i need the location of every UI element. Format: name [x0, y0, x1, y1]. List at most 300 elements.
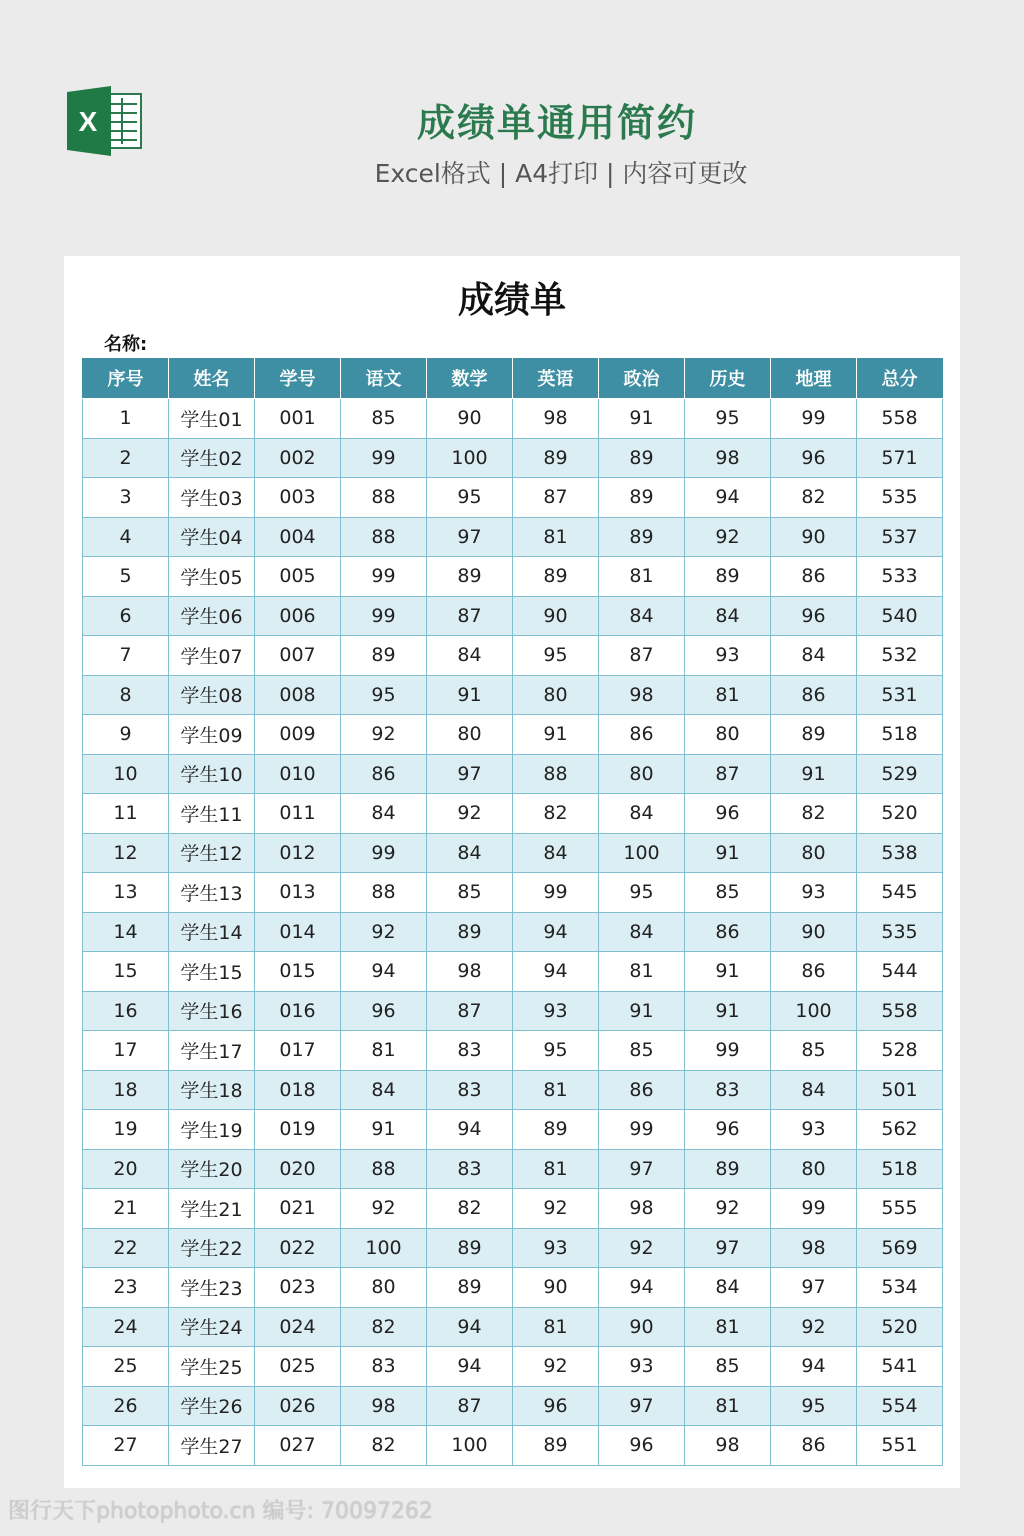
- table-cell: 27: [83, 1426, 169, 1466]
- table-cell: 85: [771, 1031, 857, 1071]
- table-cell: 551: [857, 1426, 943, 1466]
- table-cell: 学生22: [169, 1228, 255, 1268]
- table-cell: 7: [83, 636, 169, 676]
- table-cell: 97: [599, 1386, 685, 1426]
- table-row: [83, 1149, 943, 1189]
- name-label: 名称:: [104, 334, 148, 355]
- column-header: 语文: [341, 358, 427, 399]
- table-cell: 009: [255, 715, 341, 755]
- table-cell: 94: [771, 1347, 857, 1387]
- table-cell: 87: [427, 596, 513, 636]
- table-cell: 528: [857, 1031, 943, 1071]
- table-cell: 87: [685, 754, 771, 794]
- table-cell: 020: [255, 1149, 341, 1189]
- table-cell: 87: [599, 636, 685, 676]
- table-cell: 17: [83, 1031, 169, 1071]
- table-row: [83, 557, 943, 597]
- table-cell: 81: [513, 1070, 599, 1110]
- table-cell: 学生04: [169, 517, 255, 557]
- table-cell: 95: [341, 675, 427, 715]
- table-cell: 学生19: [169, 1110, 255, 1150]
- table-cell: 015: [255, 952, 341, 992]
- table-cell: 90: [599, 1307, 685, 1347]
- page-title: 成绩单通用简约: [416, 101, 697, 145]
- table-cell: 82: [513, 794, 599, 834]
- table-cell: 学生20: [169, 1149, 255, 1189]
- table-cell: 学生21: [169, 1189, 255, 1229]
- table-cell: 96: [771, 596, 857, 636]
- table-cell: 92: [341, 715, 427, 755]
- table-row: [83, 438, 943, 478]
- table-cell: 84: [513, 833, 599, 873]
- table-row: [83, 1110, 943, 1150]
- table-cell: 98: [341, 1386, 427, 1426]
- table-row: [83, 754, 943, 794]
- excel-logo-letter: X: [78, 106, 98, 137]
- table-cell: 学生14: [169, 912, 255, 952]
- table-cell: 81: [685, 1307, 771, 1347]
- table-cell: 学生09: [169, 715, 255, 755]
- table-cell: 81: [513, 1307, 599, 1347]
- table-cell: 20: [83, 1149, 169, 1189]
- table-cell: 80: [341, 1268, 427, 1308]
- table-cell: 010: [255, 754, 341, 794]
- table-cell: 531: [857, 675, 943, 715]
- table-cell: 538: [857, 833, 943, 873]
- table-cell: 91: [599, 991, 685, 1031]
- table-cell: 90: [771, 912, 857, 952]
- table-cell: 100: [771, 991, 857, 1031]
- table-cell: 94: [685, 478, 771, 518]
- table-cell: 1: [83, 399, 169, 439]
- table-cell: 94: [599, 1268, 685, 1308]
- table-cell: 94: [341, 952, 427, 992]
- table-cell: 99: [685, 1031, 771, 1071]
- table-cell: 83: [341, 1347, 427, 1387]
- table-header-row: [83, 358, 943, 399]
- table-cell: 92: [685, 1189, 771, 1229]
- table-cell: 学生27: [169, 1426, 255, 1466]
- table-cell: 011: [255, 794, 341, 834]
- table-cell: 97: [599, 1149, 685, 1189]
- table-cell: 86: [599, 715, 685, 755]
- table-row: [83, 478, 943, 518]
- table-cell: 91: [427, 675, 513, 715]
- table-cell: 89: [685, 557, 771, 597]
- table-cell: 97: [427, 517, 513, 557]
- table-cell: 89: [599, 517, 685, 557]
- table-cell: 90: [427, 399, 513, 439]
- table-cell: 100: [341, 1228, 427, 1268]
- table-cell: 25: [83, 1347, 169, 1387]
- table-cell: 92: [685, 517, 771, 557]
- table-cell: 学生02: [169, 438, 255, 478]
- table-cell: 024: [255, 1307, 341, 1347]
- table-cell: 541: [857, 1347, 943, 1387]
- table-cell: 96: [685, 1110, 771, 1150]
- table-cell: 85: [685, 873, 771, 913]
- table-cell: 81: [599, 952, 685, 992]
- table-row: [83, 675, 943, 715]
- table-cell: 533: [857, 557, 943, 597]
- table-row: [83, 1426, 943, 1466]
- table-cell: 91: [685, 833, 771, 873]
- table-cell: 82: [771, 478, 857, 518]
- table-cell: 23: [83, 1268, 169, 1308]
- table-cell: 86: [771, 675, 857, 715]
- column-header: 历史: [685, 358, 771, 399]
- table-cell: 89: [513, 1426, 599, 1466]
- table-cell: 88: [341, 1149, 427, 1189]
- table-cell: 008: [255, 675, 341, 715]
- table-cell: 89: [771, 715, 857, 755]
- table-cell: 98: [599, 1189, 685, 1229]
- table-cell: 26: [83, 1386, 169, 1426]
- table-cell: 98: [771, 1228, 857, 1268]
- table-cell: 83: [427, 1149, 513, 1189]
- table-cell: 86: [771, 952, 857, 992]
- table-cell: 96: [771, 438, 857, 478]
- table-cell: 22: [83, 1228, 169, 1268]
- table-cell: 80: [771, 833, 857, 873]
- table-cell: 520: [857, 794, 943, 834]
- table-cell: 学生10: [169, 754, 255, 794]
- table-cell: 555: [857, 1189, 943, 1229]
- table-cell: 84: [341, 794, 427, 834]
- table-row: [83, 517, 943, 557]
- table-cell: 95: [513, 1031, 599, 1071]
- table-cell: 15: [83, 952, 169, 992]
- table-cell: 24: [83, 1307, 169, 1347]
- table-cell: 88: [341, 517, 427, 557]
- table-cell: 97: [685, 1228, 771, 1268]
- table-cell: 89: [427, 557, 513, 597]
- table-cell: 97: [771, 1268, 857, 1308]
- table-cell: 99: [341, 438, 427, 478]
- table-row: [83, 991, 943, 1031]
- table-cell: 81: [513, 517, 599, 557]
- table-cell: 005: [255, 557, 341, 597]
- table-cell: 95: [513, 636, 599, 676]
- table-row: [83, 399, 943, 439]
- table-cell: 12: [83, 833, 169, 873]
- column-header: 姓名: [169, 358, 255, 399]
- table-cell: 99: [771, 1189, 857, 1229]
- table-cell: 学生24: [169, 1307, 255, 1347]
- table-cell: 85: [427, 873, 513, 913]
- table-cell: 562: [857, 1110, 943, 1150]
- table-cell: 025: [255, 1347, 341, 1387]
- table-cell: 84: [599, 912, 685, 952]
- table-cell: 80: [599, 754, 685, 794]
- table-row: [83, 873, 943, 913]
- table-cell: 86: [771, 1426, 857, 1466]
- table-cell: 80: [771, 1149, 857, 1189]
- table-cell: 80: [685, 715, 771, 755]
- table-cell: 518: [857, 715, 943, 755]
- table-cell: 97: [427, 754, 513, 794]
- column-header: 序号: [83, 358, 169, 399]
- table-cell: 016: [255, 991, 341, 1031]
- table-cell: 89: [513, 557, 599, 597]
- table-cell: 学生26: [169, 1386, 255, 1426]
- table-cell: 86: [599, 1070, 685, 1110]
- table-cell: 92: [341, 1189, 427, 1229]
- table-cell: 100: [427, 438, 513, 478]
- table-row: [83, 1189, 943, 1229]
- table-cell: 84: [685, 1268, 771, 1308]
- table-cell: 学生13: [169, 873, 255, 913]
- table-cell: 学生11: [169, 794, 255, 834]
- table-cell: 534: [857, 1268, 943, 1308]
- table-row: [83, 1228, 943, 1268]
- table-cell: 014: [255, 912, 341, 952]
- table-cell: 99: [513, 873, 599, 913]
- table-cell: 88: [341, 478, 427, 518]
- table-cell: 85: [599, 1031, 685, 1071]
- table-cell: 87: [513, 478, 599, 518]
- table-cell: 83: [427, 1031, 513, 1071]
- table-cell: 学生23: [169, 1268, 255, 1308]
- table-cell: 006: [255, 596, 341, 636]
- table-cell: 018: [255, 1070, 341, 1110]
- table-cell: 93: [513, 991, 599, 1031]
- table-cell: 88: [513, 754, 599, 794]
- table-cell: 518: [857, 1149, 943, 1189]
- table-cell: 18: [83, 1070, 169, 1110]
- table-cell: 96: [599, 1426, 685, 1466]
- table-cell: 99: [341, 596, 427, 636]
- table-cell: 535: [857, 912, 943, 952]
- table-cell: 89: [341, 636, 427, 676]
- table-body: [83, 399, 943, 1466]
- table-cell: 学生05: [169, 557, 255, 597]
- table-cell: 学生16: [169, 991, 255, 1031]
- table-cell: 554: [857, 1386, 943, 1426]
- table-cell: 021: [255, 1189, 341, 1229]
- table-cell: 90: [513, 596, 599, 636]
- table-cell: 012: [255, 833, 341, 873]
- table-cell: 82: [771, 794, 857, 834]
- table-cell: 81: [513, 1149, 599, 1189]
- table-cell: 535: [857, 478, 943, 518]
- table-cell: 558: [857, 399, 943, 439]
- table-cell: 558: [857, 991, 943, 1031]
- column-header: 学号: [255, 358, 341, 399]
- table-cell: 91: [341, 1110, 427, 1150]
- table-cell: 92: [341, 912, 427, 952]
- table-cell: 82: [341, 1307, 427, 1347]
- table-row: [83, 1307, 943, 1347]
- table-cell: 86: [341, 754, 427, 794]
- table-cell: 80: [427, 715, 513, 755]
- table-cell: 87: [427, 1386, 513, 1426]
- table-row: [83, 1347, 943, 1387]
- table-cell: 94: [513, 952, 599, 992]
- table-cell: 94: [513, 912, 599, 952]
- table-cell: 95: [599, 873, 685, 913]
- table-cell: 89: [599, 438, 685, 478]
- table-cell: 93: [599, 1347, 685, 1387]
- table-cell: 520: [857, 1307, 943, 1347]
- table-cell: 001: [255, 399, 341, 439]
- table-cell: 537: [857, 517, 943, 557]
- table-cell: 16: [83, 991, 169, 1031]
- table-cell: 545: [857, 873, 943, 913]
- table-cell: 91: [513, 715, 599, 755]
- table-cell: 569: [857, 1228, 943, 1268]
- table-cell: 92: [513, 1189, 599, 1229]
- table-cell: 学生18: [169, 1070, 255, 1110]
- table-cell: 571: [857, 438, 943, 478]
- table-cell: 93: [771, 1110, 857, 1150]
- table-cell: 013: [255, 873, 341, 913]
- table-cell: 学生17: [169, 1031, 255, 1071]
- table-cell: 83: [427, 1070, 513, 1110]
- grade-sheet: [64, 256, 960, 1488]
- table-cell: 98: [427, 952, 513, 992]
- table-cell: 19: [83, 1110, 169, 1150]
- table-cell: 93: [513, 1228, 599, 1268]
- table-row: [83, 596, 943, 636]
- table-cell: 学生06: [169, 596, 255, 636]
- grades-table: [82, 358, 943, 1466]
- table-cell: 89: [427, 1228, 513, 1268]
- column-header: 数学: [427, 358, 513, 399]
- table-cell: 86: [771, 557, 857, 597]
- table-cell: 026: [255, 1386, 341, 1426]
- table-cell: 94: [427, 1347, 513, 1387]
- table-cell: 017: [255, 1031, 341, 1071]
- table-cell: 027: [255, 1426, 341, 1466]
- table-cell: 14: [83, 912, 169, 952]
- table-cell: 99: [341, 833, 427, 873]
- table-cell: 92: [599, 1228, 685, 1268]
- table-cell: 学生08: [169, 675, 255, 715]
- table-cell: 94: [427, 1307, 513, 1347]
- table-cell: 019: [255, 1110, 341, 1150]
- table-cell: 90: [513, 1268, 599, 1308]
- column-header: 地理: [771, 358, 857, 399]
- table-cell: 004: [255, 517, 341, 557]
- table-cell: 93: [771, 873, 857, 913]
- table-cell: 91: [685, 991, 771, 1031]
- table-cell: 100: [427, 1426, 513, 1466]
- table-cell: 94: [427, 1110, 513, 1150]
- table-cell: 003: [255, 478, 341, 518]
- table-cell: 11: [83, 794, 169, 834]
- table-cell: 82: [427, 1189, 513, 1229]
- table-row: [83, 794, 943, 834]
- table-row: [83, 1070, 943, 1110]
- table-cell: 93: [685, 636, 771, 676]
- table-cell: 4: [83, 517, 169, 557]
- table-cell: 学生25: [169, 1347, 255, 1387]
- table-cell: 81: [341, 1031, 427, 1071]
- table-cell: 89: [513, 1110, 599, 1150]
- table-cell: 90: [771, 517, 857, 557]
- table-cell: 022: [255, 1228, 341, 1268]
- table-cell: 007: [255, 636, 341, 676]
- table-cell: 10: [83, 754, 169, 794]
- table-cell: 92: [513, 1347, 599, 1387]
- table-cell: 81: [685, 675, 771, 715]
- table-cell: 13: [83, 873, 169, 913]
- table-cell: 学生07: [169, 636, 255, 676]
- table-cell: 95: [685, 399, 771, 439]
- table-cell: 85: [685, 1347, 771, 1387]
- column-header: 英语: [513, 358, 599, 399]
- table-cell: 89: [685, 1149, 771, 1189]
- table-cell: 84: [427, 833, 513, 873]
- table-cell: 84: [341, 1070, 427, 1110]
- table-cell: 99: [341, 557, 427, 597]
- table-cell: 98: [513, 399, 599, 439]
- table-cell: 544: [857, 952, 943, 992]
- table-cell: 540: [857, 596, 943, 636]
- table-cell: 529: [857, 754, 943, 794]
- table-cell: 84: [771, 1070, 857, 1110]
- table-cell: 8: [83, 675, 169, 715]
- table-cell: 87: [427, 991, 513, 1031]
- table-cell: 80: [513, 675, 599, 715]
- table-cell: 21: [83, 1189, 169, 1229]
- table-cell: 95: [771, 1386, 857, 1426]
- table-row: [83, 1268, 943, 1308]
- table-cell: 学生15: [169, 952, 255, 992]
- table-cell: 学生03: [169, 478, 255, 518]
- table-cell: 89: [599, 478, 685, 518]
- table-cell: 100: [599, 833, 685, 873]
- table-cell: 84: [771, 636, 857, 676]
- table-cell: 99: [771, 399, 857, 439]
- table-cell: 学生01: [169, 399, 255, 439]
- table-row: [83, 715, 943, 755]
- table-cell: 002: [255, 438, 341, 478]
- table-cell: 99: [599, 1110, 685, 1150]
- table-cell: 92: [427, 794, 513, 834]
- table-cell: 89: [513, 438, 599, 478]
- table-cell: 96: [513, 1386, 599, 1426]
- table-cell: 98: [685, 438, 771, 478]
- table-row: [83, 636, 943, 676]
- table-cell: 96: [685, 794, 771, 834]
- table-cell: 9: [83, 715, 169, 755]
- table-row: [83, 912, 943, 952]
- table-cell: 84: [599, 596, 685, 636]
- table-cell: 023: [255, 1268, 341, 1308]
- table-row: [83, 1031, 943, 1071]
- table-cell: 5: [83, 557, 169, 597]
- table-cell: 3: [83, 478, 169, 518]
- table-cell: 82: [341, 1426, 427, 1466]
- table-cell: 96: [341, 991, 427, 1031]
- table-cell: 2: [83, 438, 169, 478]
- sheet-title: 成绩单: [457, 280, 566, 321]
- table-cell: 89: [427, 912, 513, 952]
- table-cell: 91: [685, 952, 771, 992]
- table-row: [83, 952, 943, 992]
- page-subtitle: Excel格式 | A4打印 | 内容可更改: [374, 159, 748, 188]
- table-cell: 86: [685, 912, 771, 952]
- table-cell: 91: [771, 754, 857, 794]
- table-cell: 81: [599, 557, 685, 597]
- table-cell: 532: [857, 636, 943, 676]
- table-cell: 85: [341, 399, 427, 439]
- table-cell: 88: [341, 873, 427, 913]
- table-cell: 89: [427, 1268, 513, 1308]
- table-cell: 84: [427, 636, 513, 676]
